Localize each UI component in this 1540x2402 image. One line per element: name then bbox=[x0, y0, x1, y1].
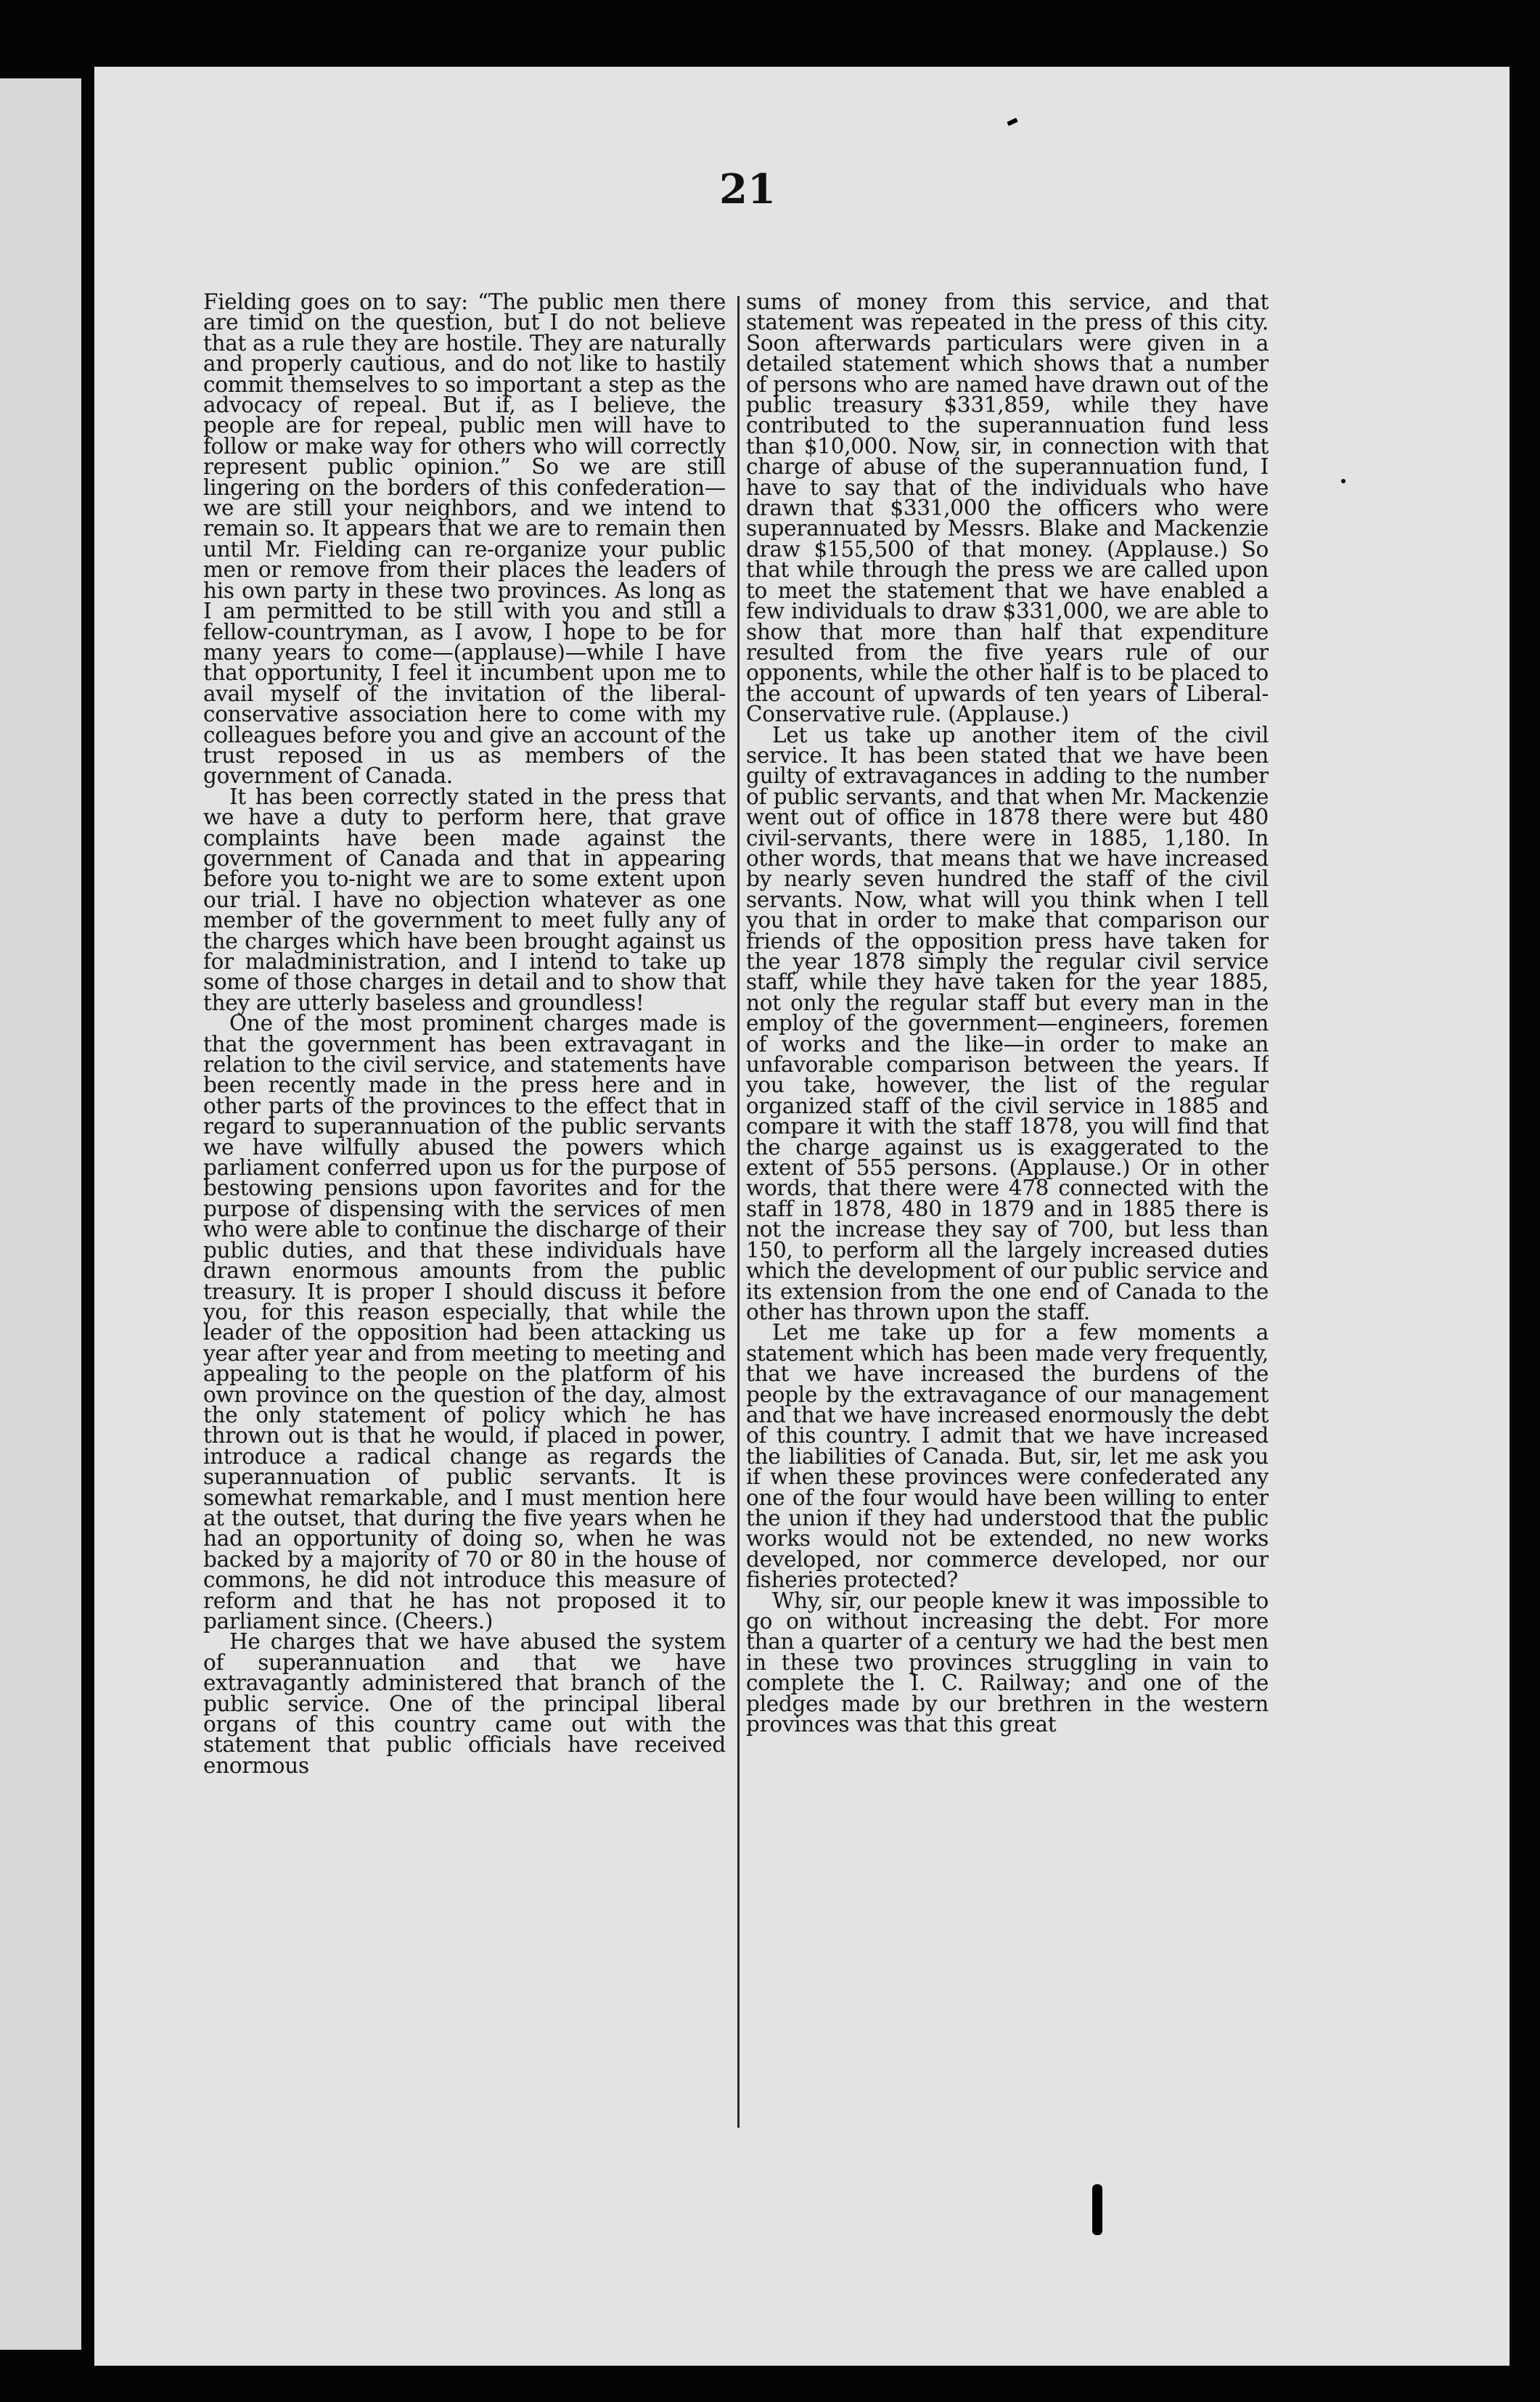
right-text-column bbox=[746, 292, 1269, 2157]
page-number: 21 bbox=[719, 165, 776, 213]
column-rule bbox=[737, 296, 740, 2128]
paragraph: Let me take up for a few moments a statement which has been made very frequently, that we have increased the burdens of the people by the extravagance of our management and that we have increased enormously the debt of this country. I admit that we have increased the liabilities of Canada. But, sir, let me ask you if when these provinces were confederated any one of the four would have been willing to enter the union if they had understood that the public works would not be extended, no new works developed, nor commerce developed, nor our fisheries protected? bbox=[746, 1320, 1269, 1593]
paragraph: sums of money from this service, and that statement was repeated in the press of this city. Soon afterwards particulars were given in a detailed statement which shows that a number of persons who are named have drawn out of the public treasury $331,859, while they have contributed to the superannuation fund less than $10,000. Now, sir, in connection with that charge of abuse of the superannuation fund, I have to say that of the individuals who have drawn that $331,000 the officers who were superannuated by Messrs. Blake and Mackenzie draw $155,500 of that money. (Applause.) So that while through the press we are called upon to meet the statement that we have enabled a few individuals to draw $331,000, we are able to show that more than half that expenditure resulted from the five years rule of our opponents, while the other half is to be placed to the account of upwards of ten years of Liberal-Conservative rule. (Applause.) bbox=[746, 292, 1269, 727]
paragraph: He charges that we have abused the system of superannuation and that we have extravagantly administered that branch of the public service. One of the principal liberal organs of this country came out with the statement that public officials have received enormous bbox=[203, 1629, 726, 1778]
paragraph: Fielding goes on to say: “The public men there are timid on the question, but I do not believe that as a rule they are hostile. They are naturally and properly cautious, and do not like to hastily commit themselves to so important a step as the advocacy of repeal. But if, as I believe, the people are for repeal, public men will have to follow or make way for others who will correctly represent public opinion.” So we are still lingering on the borders of this confederation—we are still your neighbors, and we intend to remain so. It appears that we are to remain then until Mr. Fielding can re-organize your public men or remove from their places the leaders of his own party in these two provinces. As long as I am permitted to be still with you and still a fellow-countryman, as I avow, I hope to be for many years to come—(applause)—while I have that opportunity, I feel it incumbent upon me to avail myself of the invitation of the liberal-conservative association here to come with my colleagues before you and give an account of the trust reposed in us as members of the government of Canada. bbox=[203, 292, 726, 789]
paragraph: It has been correctly stated in the press that we have a duty to perform here, that grave complaints have been made against the government of Canada and that in appearing before you to-night we are to some extent upon our trial. I have no objection whatever as one member of the government to meet fully any of the charges which have been brought against us for maladministration, and I intend to take up some of those charges in detail and to show that they are utterly baseless and groundless! bbox=[203, 784, 726, 1015]
adjacent-page-edge bbox=[0, 78, 81, 2350]
paragraph: Why, sir, our people knew it was impossible to go on without increasing the debt. For more than a quarter of a century we had the best men in these two provinces struggling in vain to complete the I. C. Railway; and one of the pledges made by our brethren in the western provinces was that this great bbox=[746, 1588, 1269, 1737]
scan-speck bbox=[1341, 479, 1346, 483]
scan-speck bbox=[1092, 2184, 1102, 2235]
left-text-column bbox=[203, 292, 726, 2157]
paragraph: Let us take up another item of the civil service. It has been stated that we have been guilty of extravagances in adding to the number of public servants, and that when Mr. Mackenzie went out of office in 1878 there were but 480 civil-servants, there were in 1885, 1,180. In other words, that means that we have increased by nearly seven hundred the staff of the civil servants. Now, what will you think when I tell you that in order to make that comparison our friends of the opposition press have taken for the year 1878 simply the regular civil service staff, while they have taken for the year 1885, not only the regular staff but every man in the employ of the government—engineers, foremen of works and the like—in order to make an unfavorable comparison between the years. If you take, however, the list of the regular organized staff of the civil service in 1885 and compare it with the staff 1878, you will find that the charge against us is exaggerated to the extent of 555 persons. (Applause.) Or in other words, that there were 478 connected with the staff in 1878, 480 in 1879 and in 1885 there is not the increase they say of 700, but less than 150, to perform all the largely increased duties which the development of our public service and its extension from the one end of Canada to the other has thrown upon the staff. bbox=[746, 722, 1269, 1324]
paragraph: One of the most prominent charges made is that the government has been extravagant in relation to the civil service, and statements have been recently made in the press here and in other parts of the provinces to the effect that in regard to superannuation of the public servants we have wilfully abused the powers which parliament conferred upon us for the purpose of bestowing pensions upon favorites and for the purpose of dispensing with the services of men who were able to continue the discharge of their public duties, and that these individuals have drawn enormous amounts from the public treasury. It is proper I should discuss it before you, for this reason especially, that while the leader of the opposition had been attacking us year after year and from meeting to meeting and appealing to the people on the platform of his own province on the question of the day, almost the only statement of policy which he has thrown out is that he would, if placed in power, introduce a radical change as regards the superannuation of public servants. It is somewhat remarkable, and I must mention here at the outset, that during the five years when he had an opportunity of doing so, when he was backed by a majority of 70 or 80 in the house of commons, he did not introduce this measure of reform and that he has not proposed it to parliament since. (Cheers.) bbox=[203, 1011, 726, 1634]
